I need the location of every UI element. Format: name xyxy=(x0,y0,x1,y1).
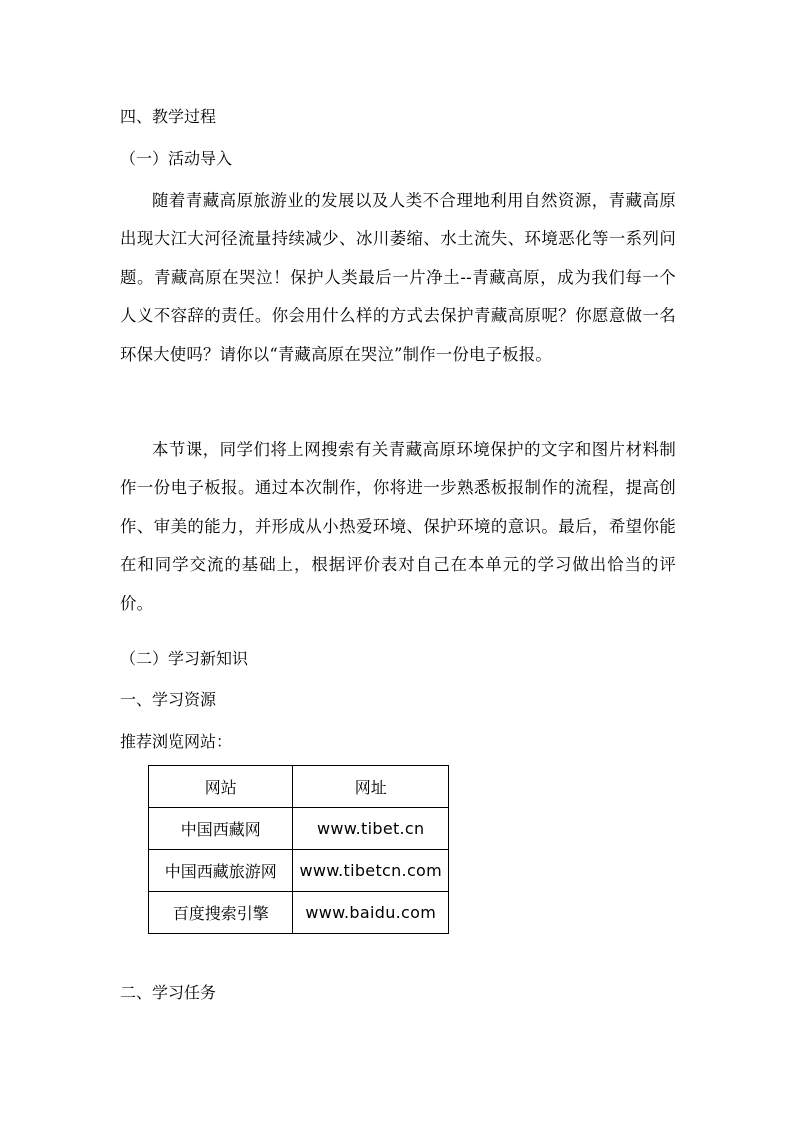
recommend-label: 推荐浏览网站： xyxy=(120,732,233,751)
site-name-cell: 中国西藏网 xyxy=(149,808,293,850)
table-row xyxy=(149,808,449,850)
item-heading-tasks: 二、学习任务 xyxy=(120,983,217,1002)
item-heading-resources: 一、学习资源 xyxy=(120,690,217,709)
paragraph-lesson-goal: 本节课，同学们将上网搜索有关青藏高原环境保护的文字和图片材料制作一份电子板报。通过本次制作，你将进一步熟悉板报制作的流程，提高创作、审美的能力，并形成从小热爱环境、保护环境的意识。最后，希望你能在和同学交流的基础上，根据评价表对自己在本单元的学习做出恰当的评价。 xyxy=(120,440,676,613)
table-header-row xyxy=(149,766,449,808)
site-url-cell: www.baidu.com xyxy=(293,892,449,934)
site-name-cell: 百度搜索引擎 xyxy=(149,892,293,934)
site-url-cell: www.tibet.cn xyxy=(293,808,449,850)
subsection-heading-new-knowledge: （二）学习新知识 xyxy=(120,649,249,668)
subsection-heading-activity-intro: （一）活动导入 xyxy=(120,149,233,168)
table-row xyxy=(149,850,449,892)
site-name-cell: 中国西藏旅游网 xyxy=(149,850,293,892)
table-row xyxy=(149,892,449,934)
resource-table xyxy=(148,765,449,934)
section-heading: 四、教学过程 xyxy=(120,107,217,126)
table-header-site: 网站 xyxy=(149,766,293,808)
site-url-cell: www.tibetcn.com xyxy=(293,850,449,892)
table-header-url: 网址 xyxy=(293,766,449,808)
paragraph-intro: 随着青藏高原旅游业的发展以及人类不合理地利用自然资源，青藏高原出现大江大河径流量持续减少、冰川萎缩、水土流失、环境恶化等一系列问题。青藏高原在哭泣！保护人类最后一片净土--青藏高原，成为我们每一个人义不容辞的责任。你会用什么样的方式去保护青藏高原呢？你愿意做一名环保大使吗？请你以“青藏高原在哭泣”制作一份电子板报。 xyxy=(120,191,676,364)
